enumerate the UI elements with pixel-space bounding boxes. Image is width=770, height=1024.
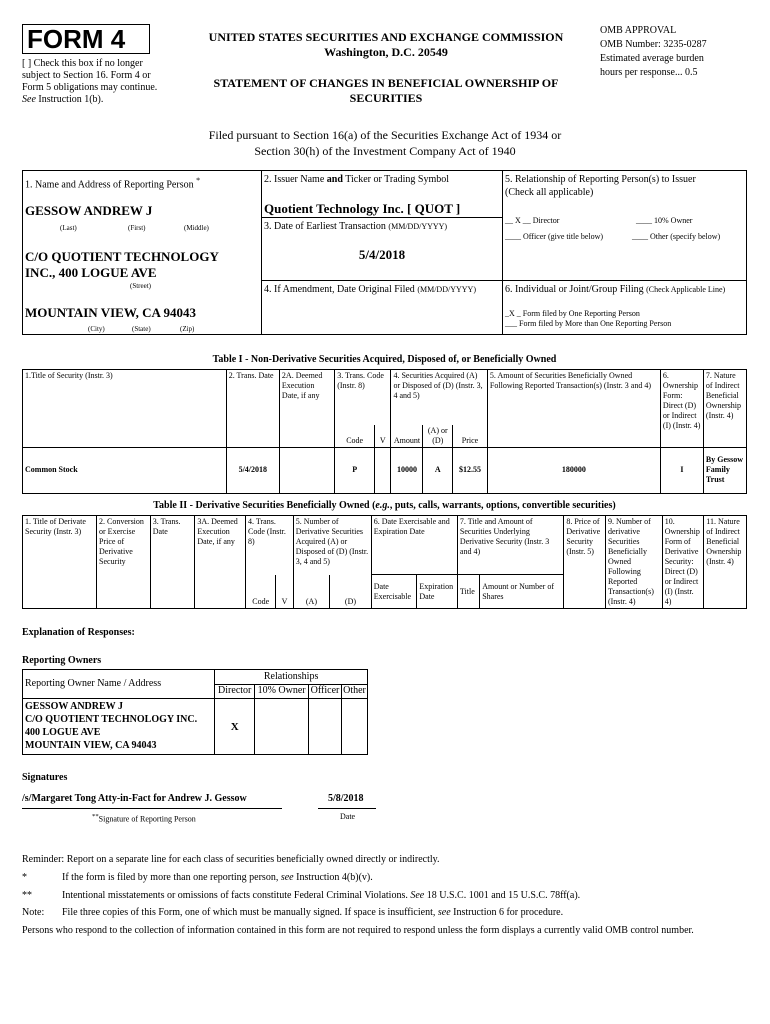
t1-row-date: 5/4/2018 [226, 447, 279, 493]
t2-sub-title: Title [457, 575, 479, 609]
reporter-name: GESSOW ANDREW J [25, 203, 153, 218]
issuer-name: Quotient Technology Inc. [ QUOT ] [264, 201, 461, 216]
omb-approval [600, 24, 760, 80]
t1-row-owned: 180000 [487, 447, 660, 493]
form-title-box [22, 24, 150, 54]
date-label: Date [340, 812, 356, 821]
street-line-2: INC., 400 LOGUE AVE [25, 265, 157, 280]
t2-h-deemed: 3A. Deemed Execution Date, if any [195, 516, 246, 609]
omb-title: OMB APPROVAL [600, 25, 677, 36]
owner-director-mark: X [215, 699, 255, 755]
t1-row-form: I [660, 447, 703, 493]
table-row [23, 447, 747, 493]
box4-label: 4. If Amendment, Date Original Filed (MM/DD/YYYY) [264, 284, 476, 295]
t2-h-form: 10. Ownership Form of Derivative Security: Direct (D) or Indirect (I) (Instr. 4) [662, 516, 704, 609]
one-person-filing: _X _ Form filed by One Reporting Person [505, 309, 640, 318]
city-state: MOUNTAIN VIEW, CA 94043 [25, 305, 196, 320]
owners-table [22, 669, 368, 755]
t2-sub-v: V [276, 575, 293, 609]
officer-check: ____ Officer (give title below) [505, 232, 604, 241]
omb-number: OMB Number: 3235-0287 [600, 39, 707, 50]
checkbox-instr: Instruction 1(b). [38, 94, 104, 105]
t1-row-aord: A [423, 447, 453, 493]
director-check: __ X __ Director [505, 216, 560, 225]
footnote-1: If the form is filed by more than one reporting person, see Instruction 4(b)(v). [62, 872, 373, 883]
checkbox-note [22, 58, 172, 106]
box6-label: 6. Individual or Joint/Group Filing (Check Applicable Line) [505, 284, 726, 295]
note-text: File three copies of this Form, one of which must be manually signed. If space is insufficient, see Instruction 6 for procedure. [62, 907, 564, 918]
city-label: (City) [88, 325, 105, 333]
first-label: (First) [128, 224, 146, 232]
box5-label: 5. Relationship of Reporting Person(s) to Issuer (Check all applicable) [505, 174, 696, 198]
t1-row-title: Common Stock [23, 447, 227, 493]
explanation-heading: Explanation of Responses: [22, 627, 135, 638]
filed-line-2: Section 30(h) of the Investment Company Act of 1940 [254, 144, 516, 158]
t2-h-title: 1. Title of Derivate Security (Instr. 3) [23, 516, 97, 609]
signature-date: 5/8/2018 [328, 793, 364, 804]
box1-label: 1. Name and Address of Reporting Person * [25, 176, 201, 191]
box3-label: 3. Date of Earliest Transaction (MM/DD/YYYY) [264, 221, 448, 232]
owners-name-header: Reporting Owner Name / Address [23, 670, 215, 699]
owners-ten-pct-header: 10% Owner [255, 685, 309, 699]
table2-title: Table II - Derivative Securities Beneficially Owned (e.g., puts, calls, warrants, options, convertible securities) [153, 500, 616, 511]
t2-sub-code: Code [246, 575, 276, 609]
t1-h-owned: 5. Amount of Securities Beneficially Owned Following Reported Transaction(s) (Instr. 3 and 4) [487, 370, 660, 448]
t2-h-conversion: 2. Conversion or Exercise Price of Derivative Security [97, 516, 151, 609]
ten-pct-check: ____ 10% Owner [636, 216, 693, 225]
other-check: ____ Other (specify below) [632, 232, 721, 241]
t2-sub-amount: Amount or Number of Shares [480, 575, 564, 609]
note-label: Note: [22, 907, 45, 918]
t2-h-underlying: 7. Title and Amount of Securities Underlying Derivative Security (Instr. 3 and 4) [457, 516, 563, 575]
t2-sub-date-ex: Date Exercisable [371, 575, 417, 609]
t1-h-acquired: 4. Securities Acquired (A) or Disposed of (D) (Instr. 3, 4 and 5) [391, 370, 487, 425]
checkbox-text: [ ] Check this box if no longer subject to Section 16. Form 4 or Form 5 obligations may continue. [22, 58, 158, 93]
t2-h-number: 5. Number of Derivative Securities Acquired (A) or Disposed of (D) (Instr. 3, 4 and 5) [293, 516, 371, 575]
t1-row-code: P [335, 447, 375, 493]
signature-label: **Signature of Reporting Person [92, 813, 196, 824]
owners-relationships: Relationships [215, 670, 368, 685]
middle-label: (Middle) [184, 224, 209, 232]
reporting-owners-heading: Reporting Owners [22, 655, 102, 666]
zip-label: (Zip) [180, 325, 195, 333]
t2-h-owned: 9. Number of derivative Securities Beneficially Owned Following Reported Transaction(s) (Instr. 4) [605, 516, 662, 609]
filed-line-1: Filed pursuant to Section 16(a) of the Securities Exchange Act of 1934 or [208, 128, 562, 142]
t1-h-title: 1.Title of Security (Instr. 3) [23, 370, 227, 448]
state-label: (State) [132, 325, 151, 333]
statement-title-2: SECURITIES [349, 91, 423, 105]
t1-h-nature: 7. Nature of Indirect Beneficial Ownership (Instr. 4) [703, 370, 746, 448]
owners-officer-header: Officer [309, 685, 342, 699]
t2-h-price: 8. Price of Derivative Security (Instr. 5) [564, 516, 606, 609]
t2-h-exercisable: 6. Date Exercisable and Expiration Date [371, 516, 457, 575]
t2-h-nature: 11. Nature of Indirect Beneficial Ownership (Instr. 4) [704, 516, 747, 609]
street-label: (Street) [130, 282, 151, 290]
table2 [22, 515, 747, 609]
street-line-1: C/O QUOTIENT TECHNOLOGY [25, 249, 219, 264]
t1-sub-amount: Amount [391, 425, 423, 448]
t2-h-date: 3. Trans. Date [150, 516, 195, 609]
table-row [23, 699, 368, 755]
table1 [22, 369, 747, 494]
owners-director-header: Director [215, 685, 255, 699]
t2-sub-d: (D) [330, 575, 372, 609]
t2-h-code: 4. Trans. Code (Instr. 8) [246, 516, 294, 575]
t1-h-deemed: 2A. Deemed Execution Date, if any [279, 370, 334, 448]
omb-burden-1: Estimated average burden [600, 53, 704, 64]
omb-burden-2: hours per response... 0.5 [600, 67, 698, 78]
earliest-transaction-date: 5/4/2018 [358, 247, 406, 262]
statement-title-1: STATEMENT OF CHANGES IN BENEFICIAL OWNERSHIP OF [213, 76, 559, 90]
agency-name: UNITED STATES SECURITIES AND EXCHANGE COMMISSION [208, 30, 564, 44]
more-person-filing: ___ Form filed by More than One Reporting Person [505, 319, 672, 328]
box2-label: 2. Issuer Name and Ticker or Trading Symbol [264, 174, 450, 185]
t1-sub-v: V [375, 425, 391, 448]
owners-other-header: Other [341, 685, 367, 699]
t1-sub-price: Price [453, 425, 488, 448]
table1-title: Table I - Non-Derivative Securities Acquired, Disposed of, or Beneficially Owned [212, 354, 557, 365]
t1-row-price: $12.55 [453, 447, 488, 493]
signer: /s/Margaret Tong Atty-in-Fact for Andrew J. Gessow [22, 793, 247, 804]
signatures-heading: Signatures [22, 772, 68, 783]
last-label: (Last) [60, 224, 77, 232]
t1-h-date: 2. Trans. Date [226, 370, 279, 448]
footnote-star: * [22, 872, 27, 883]
agency-city: Washington, D.C. 20549 [324, 45, 448, 59]
owner-address: GESSOW ANDREW J C/O QUOTIENT TECHNOLOGY INC. 400 LOGUE AVE MOUNTAIN VIEW, CA 94043 [23, 699, 215, 755]
form-title: FORM 4 [27, 24, 126, 54]
checkbox-see: See [22, 94, 36, 105]
t2-sub-exp: Expiration Date [417, 575, 458, 609]
t1-row-amount: 10000 [391, 447, 423, 493]
t1-row-nature: By Gessow Family Trust [703, 447, 746, 493]
reminder: Reminder: Report on a separate line for each class of securities beneficially owned directly or indirectly. [22, 854, 440, 865]
t1-h-form: 6. Ownership Form: Direct (D) or Indirect (I) (Instr. 4) [660, 370, 703, 448]
t2-sub-a: (A) [293, 575, 330, 609]
persons-notice: Persons who respond to the collection of information contained in this form are not required to respond unless the form displays a currently valid OMB control number. [22, 925, 694, 936]
t1-sub-code: Code [335, 425, 375, 448]
footnote-double-star: ** [22, 890, 32, 901]
footnote-2: Intentional misstatements or omissions of facts constitute Federal Criminal Violations. See 18 U.S.C. 1001 and 15 U.S.C. 78ff(a). [62, 890, 581, 901]
t1-sub-aord: (A) or (D) [423, 425, 453, 448]
t1-h-code: 3. Trans. Code (Instr. 8) [335, 370, 391, 425]
